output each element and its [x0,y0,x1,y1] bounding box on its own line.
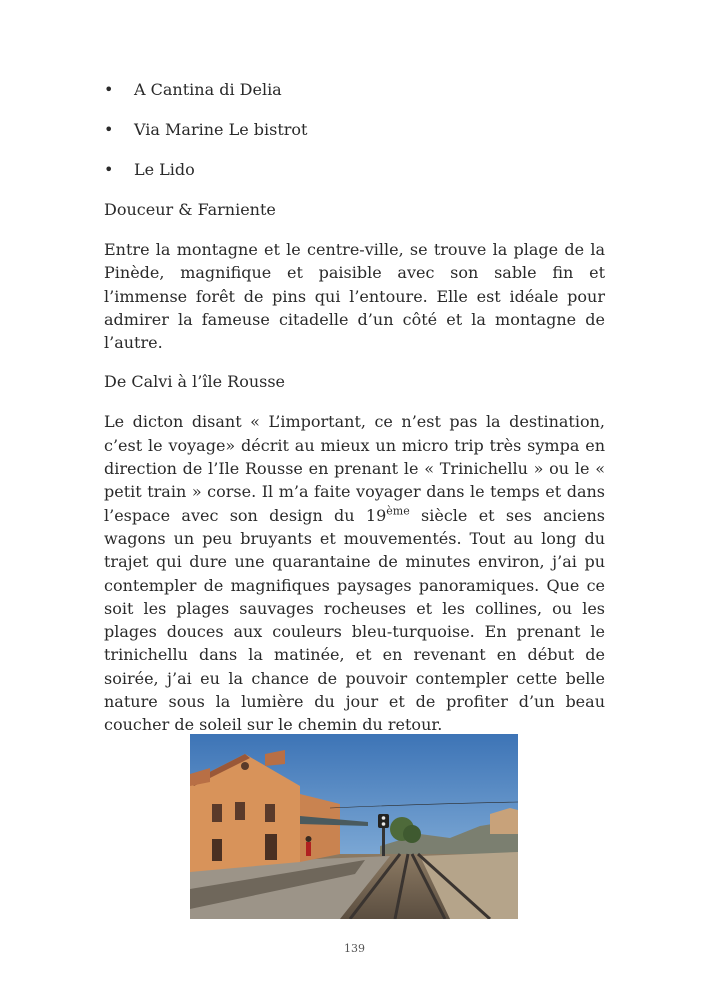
list-item-label: Via Marine Le bistrot [134,120,308,139]
section-heading-calvi: De Calvi à l’île Rousse [104,372,286,392]
restaurant-list [104,78,605,182]
list-item [104,78,605,102]
paragraph-text-part1: Le dicton disant « L’important, ce n’est pas la destination, c’est le voyage» décrit au mieux un micro trip très sympa en direction de l’Ile Rousse en prenant le « Trinichellu » ou le « petit train » corse. Il m’a faite voyager dans le temps et dans l’espace avec son design du 19 [104,412,605,525]
section-paragraph-pinede: Entre la montagne et le centre-ville, se trouve la plage de la Pinède, magnifique et paisible avec son sable fin et l’immense forêt de pins qui l’entoure. Elle est idéale pour admirer la fameuse citadelle d’un côté et la montagne de l’autre. [104,240,605,353]
superscript-eme: ème [386,504,410,518]
train-station-photo [190,734,518,919]
list-item-label: A Cantina di Delia [134,80,282,99]
bullet-icon: • [104,120,114,139]
section-heading-douceur: Douceur & Farniente [104,200,276,219]
section-paragraph-trinichellu [104,410,605,736]
list-item [104,118,605,142]
bullet-icon: • [104,160,114,179]
list-item [104,158,605,182]
paragraph-text-part2: siècle et ses anciens wagons un peu bruyants et mouvementés. Tout au long du trajet qui dure une quarantaine de minutes environ, j’ai pu contempler de magnifiques paysages panoramiques. Que ce soit les plages sauvages rocheuses et les collines, ou les plages douces aux couleurs bleu-turquoise. En prenant le trinichellu dans la matinée, et en revenant en début de soirée, j’ai eu la chance de pouvoir contempler cette belle nature sous la lumière du jour et de profiter d’un beau coucher de soleil sur le chemin du retour. [104,505,605,735]
page-number: 139 [344,942,365,955]
list-item-label: Le Lido [134,160,195,179]
page-content [104,78,605,753]
bullet-icon: • [104,80,114,99]
